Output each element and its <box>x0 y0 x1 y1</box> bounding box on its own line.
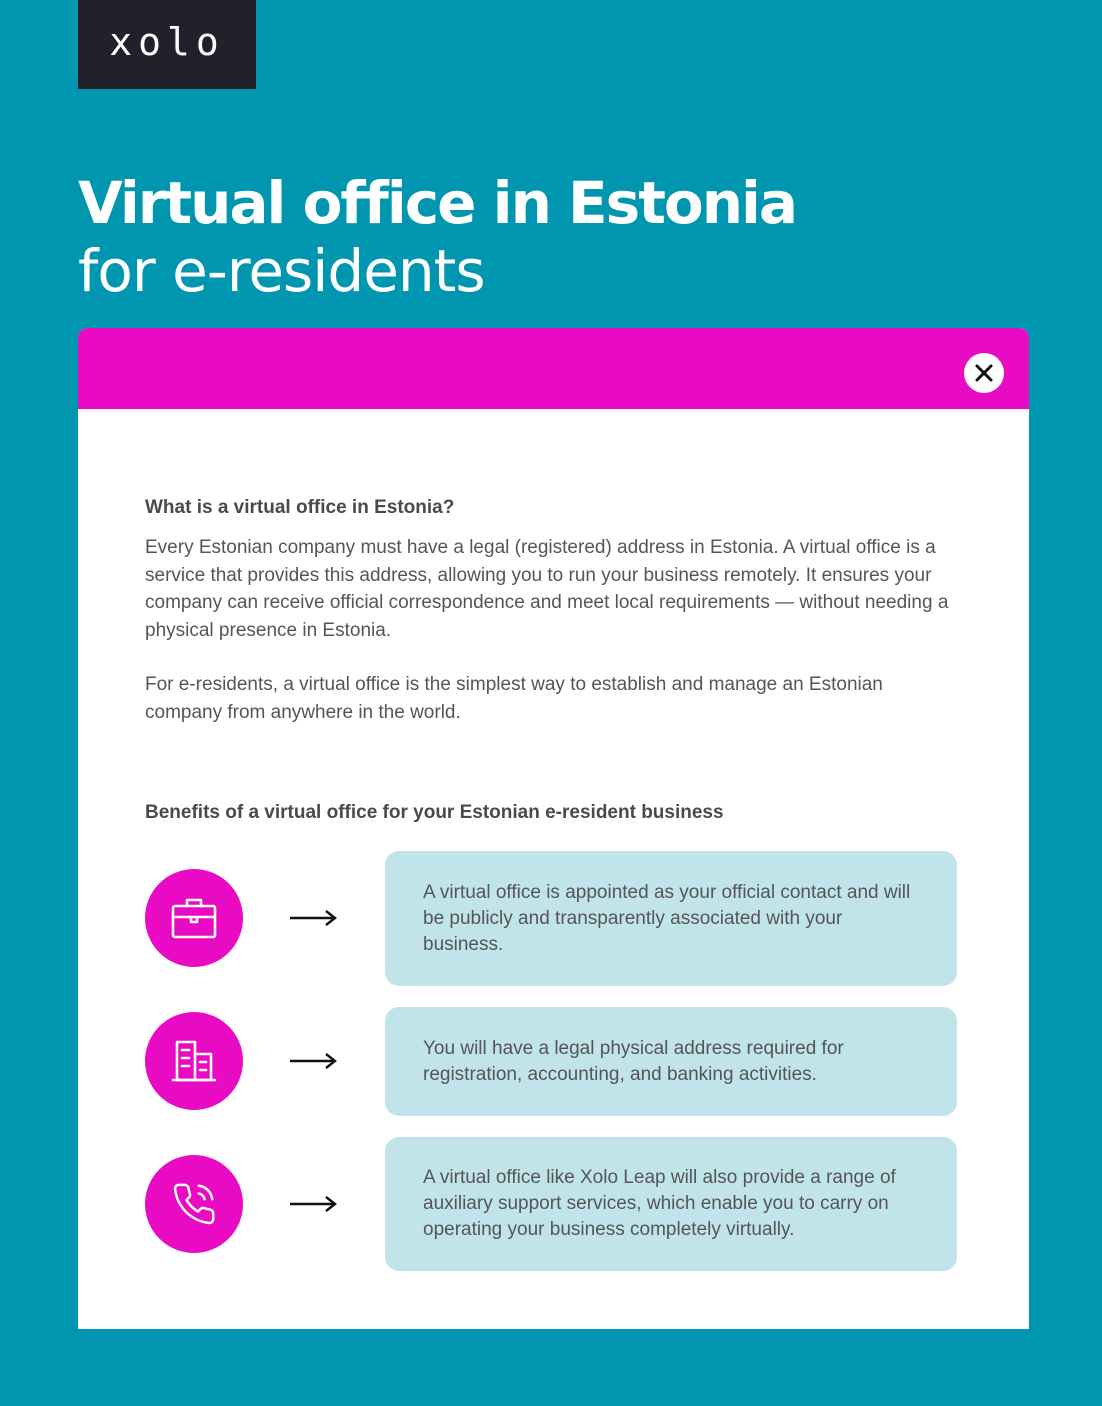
phone-call-icon <box>171 1181 217 1227</box>
benefit-icon-circle <box>145 1012 243 1110</box>
intro-heading: What is a virtual office in Estonia? <box>145 497 455 518</box>
benefit-box <box>385 1137 957 1271</box>
info-card <box>78 328 1029 1329</box>
logo-text: xolo <box>109 19 225 64</box>
arrow-icon <box>288 1194 338 1214</box>
logo <box>78 0 256 89</box>
benefit-text: A virtual office like Xolo Leap will also provide a range of auxiliary support services, which enable you to carry on operating your business completely virtually. <box>423 1167 896 1240</box>
benefit-icon-circle <box>145 1155 243 1253</box>
benefit-box <box>385 851 957 986</box>
benefits-heading: Benefits of a virtual office for your Estonian e-resident business <box>145 802 724 823</box>
building-icon <box>169 1036 219 1086</box>
intro-paragraph-secondary: For e-residents, a virtual office is the simplest way to establish and manage an Estonian company from anywhere in the world. <box>145 674 883 723</box>
intro-paragraph: Every Estonian company must have a legal (registered) address in Estonia. A virtual office is a service that provides this address, allowing you to run your business remotely. It ensures your company can receive official correspondence and meet local requirements — without needing a physical presence in Estonia. <box>145 537 949 641</box>
card-header <box>78 328 1029 409</box>
benefit-text: You will have a legal physical address required for registration, accounting, and banking activities. <box>423 1037 844 1085</box>
close-icon <box>974 363 994 383</box>
close-button[interactable] <box>964 353 1004 393</box>
benefit-icon-circle <box>145 869 243 967</box>
arrow-icon <box>288 908 338 928</box>
page-title: Virtual office in Estonia <box>78 169 797 237</box>
benefit-text: A virtual office is appointed as your official contact and will be publicly and transparently associated with your business. <box>423 881 911 955</box>
arrow-icon <box>288 1051 338 1071</box>
briefcase-icon <box>169 895 219 941</box>
benefit-box <box>385 1007 957 1116</box>
page-subtitle: for e-residents <box>78 237 485 305</box>
